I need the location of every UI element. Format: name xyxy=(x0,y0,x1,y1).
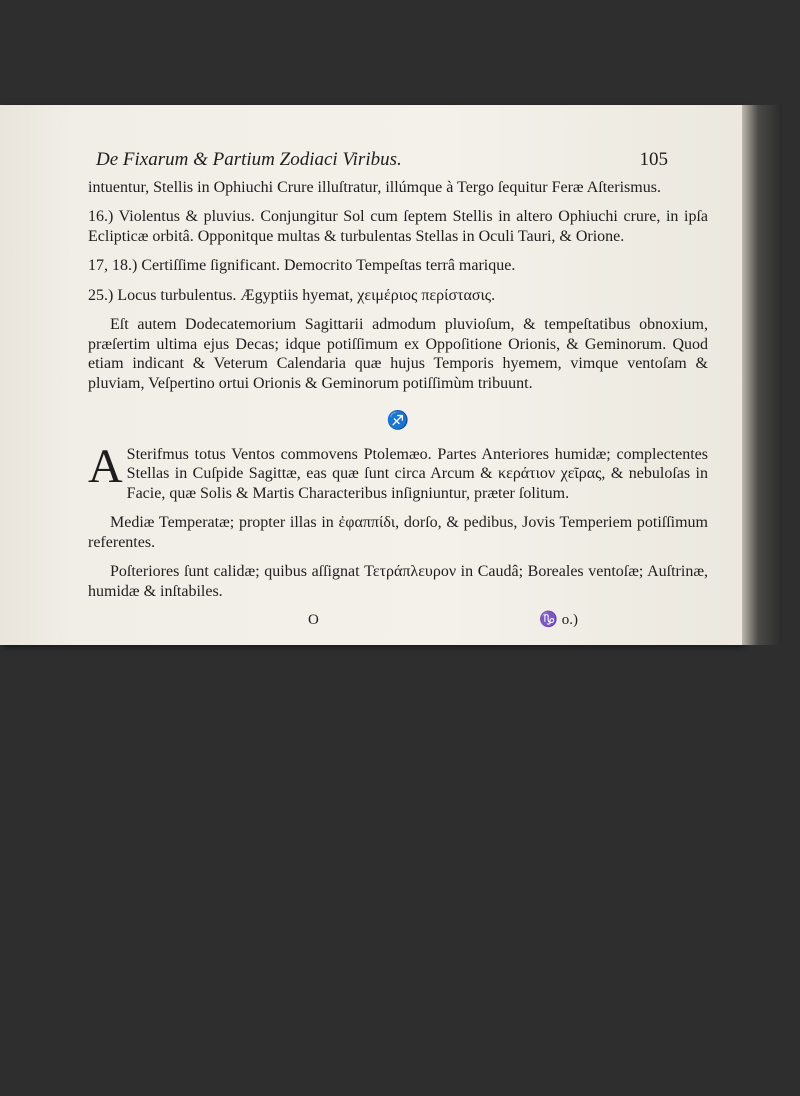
sagittarius-ornament: ♐ xyxy=(386,410,410,430)
media-paragraph: Mediæ Temperatæ; propter illas in ἐφαππίδι, dorſo, & pedibus, Jovis Temperiem potiſſimum referentes. xyxy=(88,514,708,551)
paragraph-5: Eſt autem Dodecatemorium Sagittarii admodum pluvioſum, & tempeſtatibus obnoxium, præſertim ultima ejus Decas; idque potiſſimum ex Oppoſitione Orionis, & Geminorum. Quod etiam indicant & Veterum Calendaria quæ hujus Temporis hyemem, vimque ventoſam & pluviam, Veſpertino ortui Orionis & Geminorum potiſſimùm tribuunt. xyxy=(88,316,708,392)
paragraph-4: 25.) Locus turbulentus. Ægyptiis hyemat, χειμέριος περίστασις. xyxy=(88,286,496,304)
running-header xyxy=(88,150,708,170)
page-text xyxy=(88,150,708,631)
running-title: De Fixarum & Partium Zodiaci Viribus. xyxy=(96,149,402,170)
signature-mark: O xyxy=(308,612,319,628)
book-spine xyxy=(742,105,782,645)
drop-cap: A xyxy=(88,439,123,493)
paragraph-3: 17, 18.) Certiſſime ſignificant. Democrito Tempeſtas terrâ marique. xyxy=(88,257,516,274)
section-text: Sterifmus totus Ventos commovens Ptolemæo. Partes Anteriores humidæ; complectentes Stellas in Cuſpide Sagittæ, eas quæ ſunt circa Arcum & κεράτιον χεῖρας, & nebuloſas in Facie, quæ Solis & Martis Characteribus inſigniuntur, præter ſolitum. xyxy=(126,445,708,502)
page-number: 105 xyxy=(639,149,668,170)
paragraph-1: intuentur, Stellis in Ophiuchi Crure illuſtratur, illúmque à Tergo ſequitur Feræ Aſterismus. xyxy=(88,178,661,196)
paragraph-2: 16.) Violentus & pluvius. Conjungitur Sol cum ſeptem Stellis in altero Ophiuchi crure, in ipſa Eclipticæ orbitâ. Opponitque multas & turbulentas Stellas in Oculi Tauri, & Orione. xyxy=(88,208,708,245)
catchword: ♑ o.) xyxy=(539,612,578,628)
posteriores-paragraph: Poſteriores ſunt calidæ; quibus aſſignat Τετράπλευρον in Caudâ; Boreales ventoſæ; Auſtrinæ, humidæ & inſtabiles. xyxy=(88,563,708,600)
section-paragraph xyxy=(88,439,708,504)
catchword-line xyxy=(88,611,708,631)
